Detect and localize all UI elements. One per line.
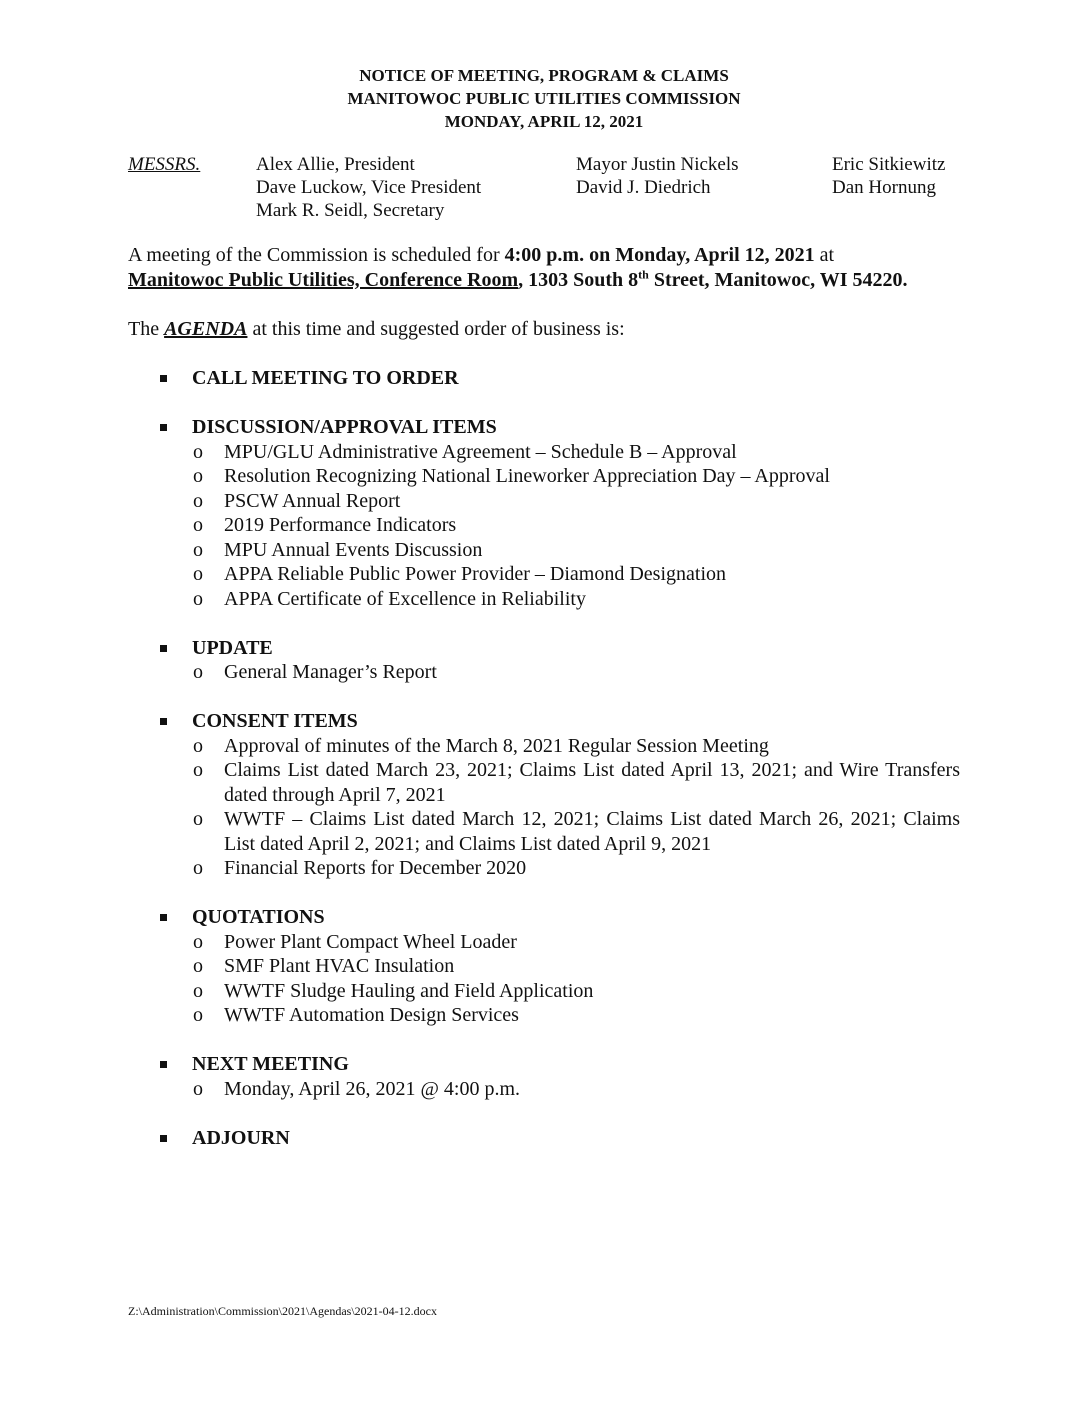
agenda-item	[160, 489, 960, 514]
agenda-section	[160, 366, 960, 391]
sub-bullet-icon: o	[193, 1004, 203, 1026]
agenda-section	[160, 1052, 960, 1101]
document-header	[0, 64, 1088, 133]
sub-bullet-icon: o	[193, 587, 203, 610]
agenda-item-text: Approval of minutes of the March 8, 2021 Regular Session Meeting	[224, 734, 769, 757]
agenda-section-heading	[160, 709, 960, 734]
sub-bullet-icon: o	[193, 979, 203, 1002]
agenda-section-title: QUOTATIONS	[192, 906, 325, 928]
agenda-item	[160, 1077, 960, 1102]
announcement-text: at	[814, 244, 835, 266]
agenda-intro: The AGENDA at this time and suggested order of business is:	[128, 318, 625, 340]
sub-bullet-icon: o	[193, 661, 203, 683]
header-organization: MANITOWOC PUBLIC UTILITIES COMMISSION	[347, 89, 741, 108]
agenda-item-text: APPA Reliable Public Power Provider – Diamond Designation	[224, 563, 727, 585]
commissioner-name: David J. Diedrich	[576, 177, 711, 198]
agenda-item-text: General Manager’s Report	[224, 661, 437, 683]
agenda-item-text: PSCW Annual Report	[224, 489, 401, 512]
file-path-footer: Z:\Administration\Commission\2021\Agendas\2021-04-12.docx	[128, 1304, 437, 1318]
meeting-time: 4:00 p.m. on Monday, April 12, 2021	[504, 244, 815, 266]
commissioner-name: Eric Sitkiewitz	[832, 154, 946, 175]
agenda-section	[160, 1126, 960, 1151]
commissioners-list	[128, 153, 968, 225]
agenda-item-text: Claims List dated March 23, 2021; Claims List dated April 13, 2021; and Wire Transfers dated through April 7, 2021	[224, 759, 960, 806]
agenda-item-text: MPU/GLU Administrative Agreement – Schedule B – Approval	[224, 440, 737, 463]
agenda-section-heading	[160, 636, 960, 661]
commissioners-column-2	[576, 153, 739, 199]
sub-bullet-icon: o	[193, 563, 203, 585]
commissioner-name: Dan Hornung	[832, 177, 936, 198]
agenda-section	[160, 905, 960, 1028]
agenda-item	[160, 807, 960, 856]
agenda-section	[160, 415, 960, 611]
agenda-item-text: Monday, April 26, 2021 @ 4:00 p.m.	[224, 1077, 521, 1100]
sub-bullet-icon: o	[193, 1077, 203, 1100]
agenda-item	[160, 979, 960, 1004]
agenda-section-heading	[160, 366, 960, 391]
commissioner-name: Mayor Justin Nickels	[576, 154, 739, 175]
agenda-item	[160, 856, 960, 881]
commissioner-name: Mark R. Seidl, Secretary	[256, 200, 445, 221]
meeting-announcement	[128, 243, 960, 293]
agenda-item-text: APPA Certificate of Excellence in Reliability	[224, 587, 586, 610]
agenda-item-text: Resolution Recognizing National Lineworker Appreciation Day – Approval	[224, 465, 830, 487]
sub-bullet-icon: o	[193, 440, 203, 463]
square-bullet-icon	[160, 645, 167, 652]
agenda-item	[160, 464, 960, 489]
meeting-address: , 1303 South 8th Street, Manitowoc, WI 54220.	[518, 267, 908, 291]
square-bullet-icon	[160, 424, 167, 431]
commissioner-name: Alex Allie, President	[256, 154, 415, 175]
agenda-item	[160, 758, 960, 807]
header-date: MONDAY, APRIL 12, 2021	[444, 112, 644, 131]
agenda-item	[160, 954, 960, 979]
agenda-item	[160, 587, 960, 612]
agenda-section-title: NEXT MEETING	[192, 1053, 349, 1075]
sub-bullet-icon: o	[193, 465, 203, 487]
agenda-section-title: CALL MEETING TO ORDER	[192, 367, 459, 389]
sub-bullet-icon: o	[193, 759, 203, 781]
agenda-keyword: AGENDA	[164, 318, 248, 340]
agenda-item-text: Power Plant Compact Wheel Loader	[224, 930, 517, 953]
agenda-item-text: WWTF Sludge Hauling and Field Application	[224, 979, 594, 1002]
square-bullet-icon	[160, 1135, 167, 1142]
messrs-label: MESSRS.	[128, 154, 201, 175]
agenda-section	[160, 636, 960, 685]
agenda-item	[160, 930, 960, 955]
sub-bullet-icon: o	[193, 734, 203, 757]
header-title: NOTICE OF MEETING, PROGRAM & CLAIMS	[359, 66, 729, 85]
square-bullet-icon	[160, 718, 167, 725]
agenda-section-heading	[160, 1126, 960, 1151]
agenda-list	[160, 366, 960, 1175]
agenda-item-text: MPU Annual Events Discussion	[224, 538, 483, 561]
agenda-section-heading	[160, 415, 960, 440]
agenda-item	[160, 440, 960, 465]
sub-bullet-icon: o	[193, 514, 203, 536]
sub-bullet-icon: o	[193, 857, 203, 879]
agenda-section-heading	[160, 905, 960, 930]
square-bullet-icon	[160, 914, 167, 921]
agenda-item-text: Financial Reports for December 2020	[224, 857, 527, 879]
agenda-item	[160, 734, 960, 759]
agenda-section-heading	[160, 1052, 960, 1077]
sub-bullet-icon: o	[193, 955, 203, 977]
agenda-section	[160, 709, 960, 881]
square-bullet-icon	[160, 375, 167, 382]
agenda-item-text: SMF Plant HVAC Insulation	[224, 955, 455, 977]
agenda-section-title: CONSENT ITEMS	[192, 710, 358, 732]
agenda-item-text: 2019 Performance Indicators	[224, 514, 457, 536]
commissioners-column-3	[832, 153, 945, 199]
commissioners-column-1	[256, 153, 481, 222]
agenda-item	[160, 1003, 960, 1028]
announcement-text: A meeting of the Commission is scheduled for	[128, 244, 505, 266]
sub-bullet-icon: o	[193, 489, 203, 512]
agenda-section-title: DISCUSSION/APPROVAL ITEMS	[192, 416, 497, 438]
commissioner-name: Dave Luckow, Vice President	[256, 177, 482, 198]
agenda-item-text: WWTF Automation Design Services	[224, 1004, 519, 1026]
agenda-section-title: ADJOURN	[192, 1126, 290, 1149]
agenda-item	[160, 513, 960, 538]
sub-bullet-icon: o	[193, 930, 203, 953]
agenda-item	[160, 660, 960, 685]
meeting-location: Manitowoc Public Utilities, Conference Room	[128, 269, 519, 291]
sub-bullet-icon: o	[193, 808, 203, 830]
agenda-item	[160, 538, 960, 563]
square-bullet-icon	[160, 1061, 167, 1068]
sub-bullet-icon: o	[193, 538, 203, 561]
agenda-item-text: WWTF – Claims List dated March 12, 2021; Claims List dated March 26, 2021; Claims List dated April 2, 2021; and Claims List dated April 9, 2021	[224, 808, 960, 855]
agenda-item	[160, 562, 960, 587]
agenda-section-title: UPDATE	[192, 636, 273, 659]
